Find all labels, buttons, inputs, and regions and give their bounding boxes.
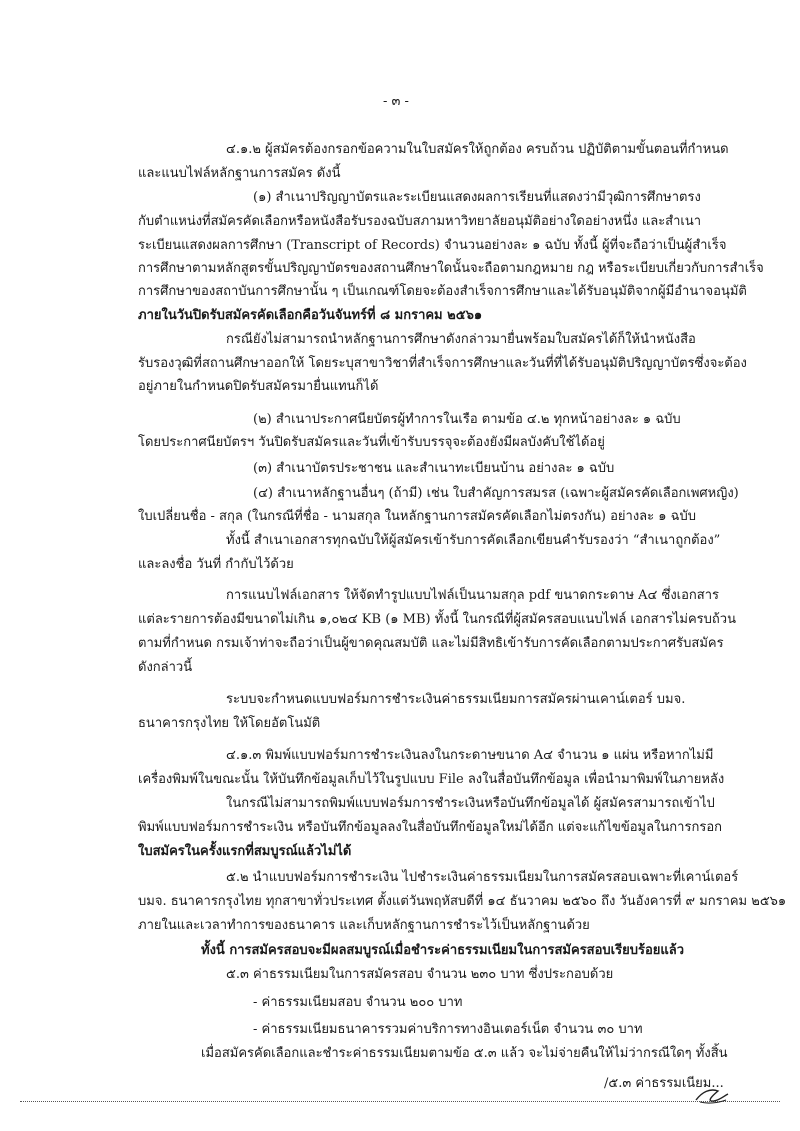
footer-continuation: /๕.๓ ค่าธรรมเนียม... [604, 1076, 724, 1091]
paragraph-line: ดังกล่าวนี้ [138, 660, 193, 675]
paragraph-line: และแนบไฟล์หลักฐานการสมัคร ดังนี้ [138, 166, 341, 181]
paragraph-line-bold: ภายในวันปิดรับสมัครคัดเลือกคือวันจันทร์ที่ ๘ มกราคม ๒๕๖๑ [138, 308, 483, 323]
paragraph-line: ตามที่กำหนด กรมเจ้าท่าจะถือว่าเป็นผู้ขาดคุณสมบัติ และไม่มีสิทธิเข้ารับการคัดเลือกตามประกาศรับสมัคร [138, 636, 724, 651]
paragraph-line: พิมพ์แบบฟอร์มการชำระเงิน หรือบันทึกข้อมูลลงในสื่อบันทึกข้อมูลใหม่ได้อีก แต่จะแก้ไขข้อมูลในการกรอก [138, 820, 722, 835]
paragraph-line: เครื่องพิมพ์ในขณะนั้น ให้บันทึกข้อมูลเก็บไว้ในรูปแบบ File ลงในสื่อบันทึกข้อมูล เพื่อนำมาพิมพ์ในภายหลัง [138, 772, 725, 787]
paragraph-line: ๔.๑.๒ ผู้สมัครต้องกรอกข้อความในใบสมัครให้ถูกต้อง ครบถ้วน ปฏิบัติตามขั้นตอนที่กำหนด [226, 142, 729, 157]
paragraph-line: แต่ละรายการต้องมีขนาดไม่เกิน ๑,๐๒๔ KB (๑ MB) ทั้งนี้ ในกรณีที่ผู้สมัครสอบแนบไฟล์ เอกสารไม่ครบถ้วน [138, 612, 736, 627]
paragraph-line: ในกรณีไม่สามารถพิมพ์แบบฟอร์มการชำระเงินหรือบันทึกข้อมูลได้ ผู้สมัครสามารถเข้าไป [226, 796, 715, 811]
paragraph-line: เมื่อสมัครคัดเลือกและชำระค่าธรรมเนียมตามข้อ ๕.๓ แล้ว จะไม่จ่ายคืนให้ไม่ว่ากรณีใดๆ ทั้งสิ้น [201, 1046, 728, 1061]
paragraph-line: (๒) สำเนาประกาศนียบัตรผู้ทำการในเรือ ตามข้อ ๔.๒ ทุกหน้าอย่างละ ๑ ฉบับ [253, 412, 681, 427]
paragraph-line: บมจ. ธนาคารกรุงไทย ทุกสาขาทั่วประเทศ ตั้งแต่วันพฤหัสบดีที่ ๑๔ ธันวาคม ๒๕๖๐ ถึง วันอังคารที่ ๙ มกราคม ๒๕๖๑ [138, 894, 787, 909]
paragraph-line: การศึกษาตามหลักสูตรขั้นปริญญาบัตรของสถานศึกษาใดนั้นจะถือตามกฎหมาย กฎ หรือระเบียบเกี่ยวกับการสำเร็จ [138, 261, 764, 276]
paragraph-line: ทั้งนี้ สำเนาเอกสารทุกฉบับให้ผู้สมัครเข้ารับการคัดเลือกเขียนคำรับรองว่า “สำเนาถูกต้อง” [226, 533, 721, 548]
paragraph-line: และลงชื่อ วันที่ กำกับไว้ด้วย [138, 557, 294, 572]
paragraph-line: การแนบไฟล์เอกสาร ให้จัดทำรูปแบบไฟล์เป็นนามสกุล pdf ขนาดกระดาษ A๔ ซึ่งเอกสาร [226, 588, 720, 603]
paragraph-line: ระเบียนแสดงผลการศึกษา (Transcript of Records) จำนวนอย่างละ ๑ ฉบับ ทั้งนี้ ผู้ที่จะถือว่าเป็นผู้สำเร็จ [138, 238, 727, 253]
paragraph-line: กับตำแหน่งที่สมัครคัดเลือกหรือหนังสือรับรองฉบับสภามหาวิทยาลัยอนุมัติอย่างใดอย่างหนึ่ง และสำเนา [138, 214, 702, 229]
paragraph-line: การศึกษาของสถาบันการศึกษานั้น ๆ เป็นเกณฑ์โดยจะต้องสำเร็จการศึกษาและได้รับอนุมัติจากผู้มีอำนาจอนุมัติ [138, 284, 747, 299]
paragraph-line: ภายในและเวลาทำการของธนาคาร และเก็บหลักฐานการชำระไว้เป็นหลักฐานด้วย [138, 918, 590, 933]
paragraph-line: อยู่ภายในกำหนดปิดรับสมัครมายื่นแทนก็ได้ [138, 379, 379, 394]
paragraph-line: ธนาคารกรุงไทย ให้โดยอัตโนมัติ [138, 716, 321, 731]
page-number: - ๓ - [383, 94, 409, 109]
paragraph-line: ใบเปลี่ยนชื่อ - สกุล (ในกรณีที่ชื่อ - นามสกุล ในหลักฐานการสมัครคัดเลือกไม่ตรงกัน) อย่างละ ๑ ฉบับ [138, 509, 696, 524]
signature-initial [692, 1082, 732, 1108]
paragraph-line: (๔) สำเนาหลักฐานอื่นๆ (ถ้ามี) เช่น ใบสำคัญการสมรส (เฉพาะผู้สมัครคัดเลือกเพศหญิง) [253, 486, 739, 501]
list-item: - ค่าธรรมเนียมสอบ จำนวน ๒๐๐ บาท [253, 995, 463, 1010]
paragraph-line: กรณียังไม่สามารถนำหลักฐานการศึกษาดังกล่าวมายื่นพร้อมใบสมัครได้ก็ให้นำหนังสือ [226, 332, 696, 347]
paragraph-line-bold: ใบสมัครในครั้งแรกที่สมบูรณ์แล้วไม่ได้ [138, 844, 352, 859]
dotted-divider [20, 1101, 780, 1102]
paragraph-line: ๕.๒ นำแบบฟอร์มการชำระเงิน ไปชำระเงินค่าธรรมเนียมในการสมัครสอบเฉพาะที่เคาน์เตอร์ [226, 870, 739, 885]
paragraph-line: ๕.๓ ค่าธรรมเนียมในการสมัครสอบ จำนวน ๒๓๐ บาท ซึ่งประกอบด้วย [226, 967, 614, 982]
paragraph-line: ๔.๑.๓ พิมพ์แบบฟอร์มการชำระเงินลงในกระดาษขนาด A๔ จำนวน ๑ แผ่น หรือหากไม่มี [226, 748, 714, 763]
paragraph-line: (๑) สำเนาปริญญาบัตรและระเบียนแสดงผลการเรียนที่แสดงว่ามีวุฒิการศึกษาตรง [253, 190, 701, 205]
paragraph-line: (๓) สำเนาบัตรประชาชน และสำเนาทะเบียนบ้าน อย่างละ ๑ ฉบับ [253, 461, 615, 476]
paragraph-line: รับรองวุฒิที่สถานศึกษาออกให้ โดยระบุสาขาวิชาที่สำเร็จการศึกษาและวันที่ที่ได้รับอนุมัติปริญญาบัตรซึ่งจะต้อง [138, 356, 747, 371]
paragraph-line-bold: ทั้งนี้ การสมัครสอบจะมีผลสมบูรณ์เมื่อชำระค่าธรรมเนียมในการสมัครสอบเรียบร้อยแล้ว [201, 943, 685, 958]
paragraph-line: โดยประกาศนียบัตรฯ วันปิดรับสมัครและวันที่เข้ารับบรรจุจะต้องยังมีผลบังคับใช้ได้อยู่ [138, 435, 605, 450]
list-item: - ค่าธรรมเนียมธนาคารรวมค่าบริการทางอินเตอร์เน็ต จำนวน ๓๐ บาท [253, 1022, 643, 1037]
paragraph-line: ระบบจะกำหนดแบบฟอร์มการชำระเงินค่าธรรมเนียมการสมัครผ่านเคาน์เตอร์ บมจ. [226, 692, 686, 707]
